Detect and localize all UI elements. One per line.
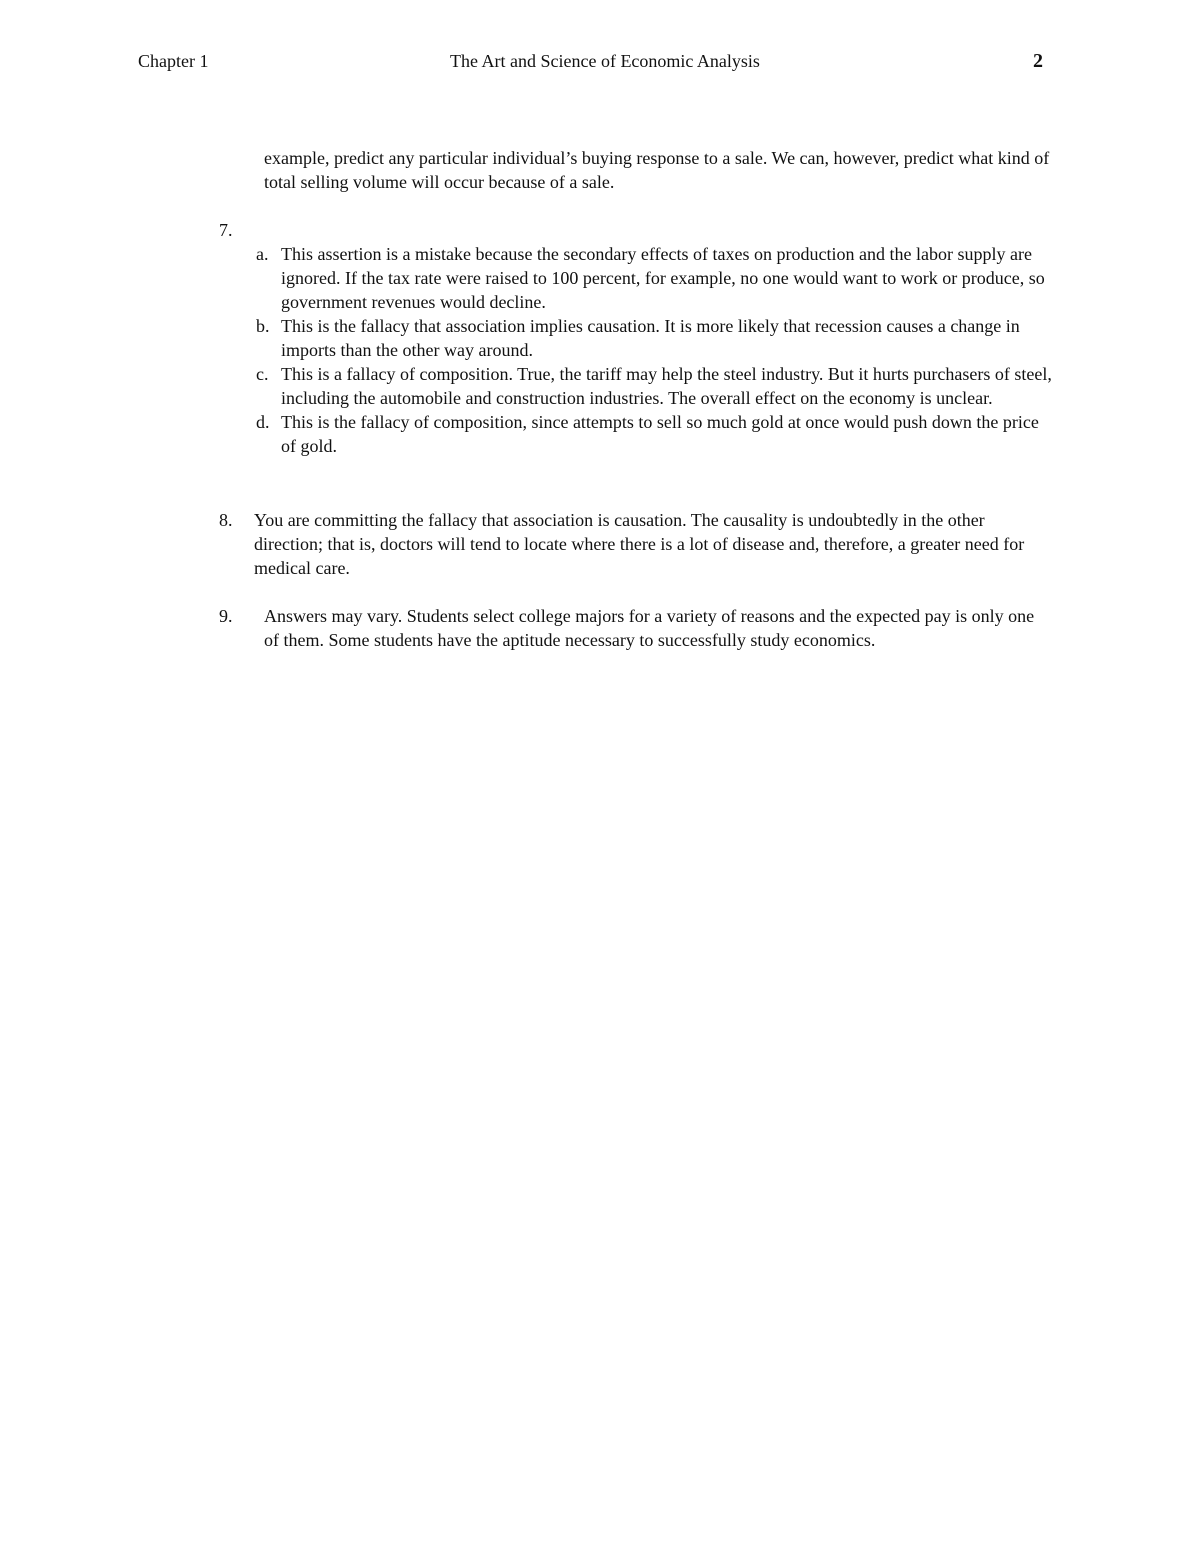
question-7a <box>256 242 1056 314</box>
page-number: 2 <box>1033 50 1043 72</box>
sub-item-text: This is a fallacy of composition. True, the tariff may help the steel industry. But it hurts purchasers of steel, including the automobile and construction industries. The overall effect on the economy is unclear. <box>281 364 1052 408</box>
question-7-number: 7. <box>219 220 233 240</box>
continuation-paragraph: example, predict any particular individual’s buying response to a sale. We can, however, predict what kind of total selling volume will occur because of a sale. <box>264 148 1050 192</box>
sub-item-text: This is the fallacy that association implies causation. It is more likely that recession causes a change in imports than the other way around. <box>281 316 1020 360</box>
question-7b <box>256 314 1056 362</box>
header-chapter: Chapter 1 <box>138 51 209 71</box>
sub-item-letter: b. <box>256 316 270 336</box>
question-9-number: 9. <box>219 606 233 626</box>
question-7c <box>256 362 1056 410</box>
question-7d <box>256 410 1056 458</box>
question-7-sublist <box>256 242 1056 458</box>
question-8-number: 8. <box>219 510 233 530</box>
question-8-text: You are committing the fallacy that association is causation. The causality is undoubtedly in the other direction; that is, doctors will tend to locate where there is a lot of disease and, therefore, a greater need for medical care. <box>254 510 1025 578</box>
sub-item-letter: c. <box>256 364 269 384</box>
sub-item-text: This assertion is a mistake because the secondary effects of taxes on production and the labor supply are ignored. If the tax rate were raised to 100 percent, for example, no one would want to work or produce, so government revenues would decline. <box>281 244 1045 312</box>
sub-item-text: This is the fallacy of composition, since attempts to sell so much gold at once would push down the price of gold. <box>281 412 1039 456</box>
sub-item-letter: a. <box>256 244 269 264</box>
header-title: The Art and Science of Economic Analysis <box>450 51 760 71</box>
question-9-text: Answers may vary. Students select college majors for a variety of reasons and the expected pay is only one of them. Some students have the aptitude necessary to successfully study economics. <box>264 606 1035 650</box>
sub-item-letter: d. <box>256 412 270 432</box>
